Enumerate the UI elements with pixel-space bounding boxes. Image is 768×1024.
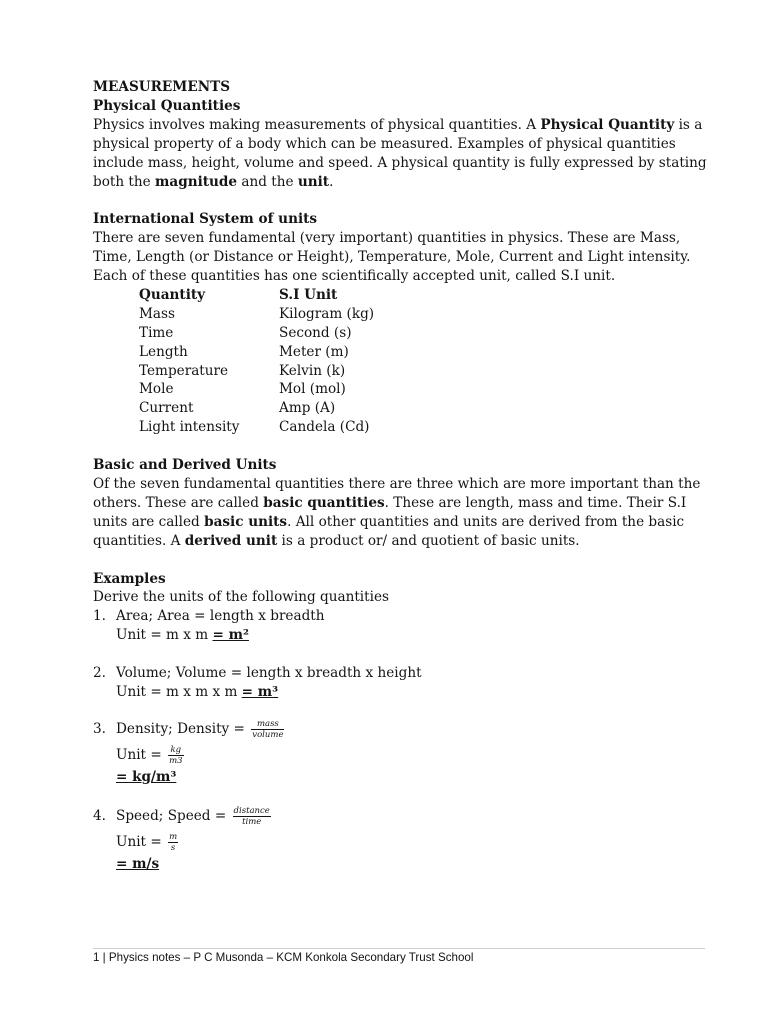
table-row: Mass Kilogram (kg)	[139, 305, 375, 322]
speed-fraction: $\frac{\text{distance}}{\text{time}}$	[233, 805, 270, 827]
density-fraction: $\frac{\text{mass}}{\text{volume}}$	[252, 718, 284, 740]
table-row: Mole Mol (mol)	[139, 381, 346, 398]
example-volume: 2. Volume; Volume = length x breadth x height Unit = m x m x m = m³	[93, 665, 422, 700]
column-header-si-unit: S.I Unit	[279, 286, 338, 303]
section-heading-examples: Examples	[93, 570, 166, 587]
examples-intro: Derive the units of the following quantities	[93, 589, 389, 606]
page-footer: 1 | Physics notes – P C Musonda – KCM Konkola Secondary Trust School	[93, 948, 705, 964]
si-units-table	[139, 286, 711, 437]
table-row: Temperature Kelvin (k)	[139, 362, 346, 379]
page-content	[93, 78, 711, 874]
paragraph-basic-derived-units: Of the seven fundamental quantities there are three which are more important than the others. These are called basic quantities. These are length, mass and time. Their S.I units are called basic units. All other quantities and units are derived from the basic quantities. A derived unit is a product or/ and quotient of basic units.	[93, 476, 701, 549]
answer-density-unit: = kg/m³	[116, 768, 177, 785]
example-density: 3. Density; Density = $\frac{\text{mass}}{\text{volume}}$ Unit = $\frac{kg}{m3}$ = kg/m³	[93, 718, 284, 785]
answer-speed-unit: = m/s	[116, 855, 160, 872]
section-heading-physical-quantities: Physical Quantities	[93, 97, 241, 114]
paragraph-physical-quantities: Physics involves making measurements of physical quantities. A Physical Quantity is a physical property of a body which can be measured. Examples of physical quantities include mass, height, volume and speed. A physical quantity is fully expressed by stating both the magnitude and the unit.	[93, 116, 707, 190]
density-unit-fraction: $\frac{kg}{m3}$	[169, 744, 183, 766]
section-heading-basic-derived-units: Basic and Derived Units	[93, 457, 277, 474]
example-area: 1. Area; Area = length x breadth Unit = m x m = m²	[93, 608, 325, 644]
paragraph-si-units: There are seven fundamental (very important) quantities in physics. These are Mass, Time, Length (or Distance or Height), Temperature, Mole, Current and Light intensity. Each of these quantities has one scientifically accepted unit, called S.I unit.	[93, 230, 691, 285]
answer-volume-unit: = m³	[241, 683, 279, 700]
table-row: Length Meter (m)	[139, 343, 349, 360]
document-title: MEASUREMENTS	[93, 79, 231, 95]
speed-unit-fraction: $\frac{m}{s}$	[169, 831, 178, 853]
table-row: Time Second (s)	[139, 324, 352, 341]
example-speed: 4. Speed; Speed = $\frac{\text{distance}}{\text{time}}$ Unit = $\frac{m}{s}$ = m/s	[93, 805, 270, 872]
table-row: Light intensity Candela (Cd)	[139, 419, 370, 436]
column-header-quantity: Quantity	[139, 286, 206, 303]
section-heading-si-units: International System of units	[93, 211, 318, 228]
answer-area-unit: = m²	[212, 627, 249, 644]
table-header-row	[139, 286, 711, 305]
table-row: Current Amp (A)	[139, 400, 336, 417]
